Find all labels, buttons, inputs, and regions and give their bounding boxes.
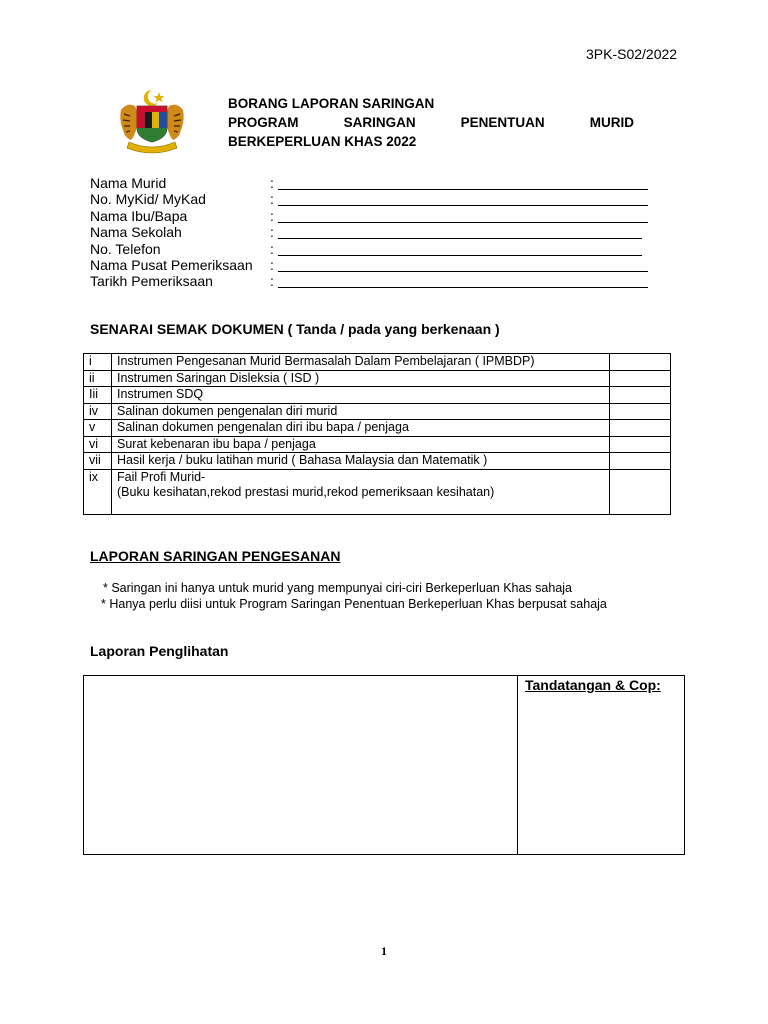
field-row-parent-name [90,208,648,224]
field-label: Nama Ibu/Bapa [90,207,188,224]
row-description: Hasil kerja / buku latihan murid ( Bahasa Malaysia dan Matematik ) [112,453,610,470]
field-colon: : [270,175,274,191]
row-description: Salinan dokumen pengenalan diri murid [112,403,610,420]
field-label: Nama Pusat Pemeriksaan [90,257,253,274]
note-line: * Saringan ini hanya untuk murid yang mempunyai ciri-ciri Berkeperluan Khas sahaja [103,581,572,595]
report-heading: LAPORAN SARINGAN PENGESANAN [90,548,341,564]
vision-report-box [83,675,685,855]
field-label: Nama Sekolah [90,224,182,241]
signature-area[interactable] [518,696,684,854]
table-row [84,453,671,470]
phone-field[interactable] [278,242,642,256]
row-number: Iii [84,387,112,404]
row-number: vii [84,453,112,470]
tick-box[interactable] [610,354,671,371]
table-row [84,436,671,453]
field-colon: : [270,257,274,274]
field-row-exam-date [90,273,648,289]
table-row [84,403,671,420]
row-description: Instrumen Saringan Disleksia ( ISD ) [112,370,610,387]
tick-box[interactable] [610,420,671,437]
table-row [84,420,671,437]
field-row-mykid [90,191,648,207]
row-description: Surat kebenaran ibu bapa / penjaga [112,436,610,453]
field-label: Nama Murid [90,175,167,191]
checklist-heading: SENARAI SEMAK DOKUMEN ( Tanda / pada yang berkenaan ) [90,321,500,337]
table-row [84,370,671,387]
row-description: Instrumen SDQ [112,387,610,404]
row-number: v [84,420,112,437]
title-word: MURID [589,115,634,130]
table-row [84,387,671,404]
student-details [90,175,648,290]
field-row-student-name [90,175,648,191]
field-row-school-name [90,224,648,240]
row-description-line: Fail Profi Murid- [117,469,206,484]
parent-name-field[interactable] [278,209,648,223]
field-row-exam-center [90,257,648,273]
note-line: * Hanya perlu diisi untuk Program Saringan Penentuan Berkeperluan Khas berpusat sahaja [101,597,607,611]
row-description: Instrumen Pengesanan Murid Bermasalah Dalam Pembelajaran ( IPMBDP) [112,354,610,371]
tick-box[interactable] [610,387,671,404]
title-line-1: BORANG LAPORAN SARINGAN [228,96,435,111]
row-description-line: (Buku kesihatan,rekod prestasi murid,rekod pemeriksaan kesihatan) [117,485,495,499]
document-code: 3PK-S02/2022 [586,46,678,62]
title-word: SARINGAN [343,115,416,130]
mykid-field[interactable] [278,192,648,206]
tick-box[interactable] [610,436,671,453]
form-title [228,94,634,151]
table-row [84,354,671,371]
row-number: i [84,354,112,371]
vision-report-area[interactable] [84,676,517,854]
field-colon: : [270,224,274,241]
tick-box[interactable] [610,469,671,514]
field-colon: : [270,273,274,290]
tick-box[interactable] [610,370,671,387]
title-line-2 [228,113,634,132]
row-number: ii [84,370,112,387]
signature-label: Tandatangan & Cop: [525,677,661,693]
row-description [112,469,610,514]
vision-report-heading: Laporan Penglihatan [90,643,229,659]
student-name-field[interactable] [278,176,648,190]
row-number: vi [84,436,112,453]
exam-date-field[interactable] [278,274,648,288]
report-notes [103,580,607,612]
row-description: Salinan dokumen pengenalan diri ibu bapa / penjaga [112,420,610,437]
title-word: PROGRAM [228,115,299,130]
coat-of-arms-icon [117,88,187,154]
title-word: PENENTUAN [460,115,545,130]
row-number: ix [84,469,112,514]
school-name-field[interactable] [278,225,642,239]
tick-box[interactable] [610,403,671,420]
title-line-3: BERKEPERLUAN KHAS 2022 [228,134,417,149]
field-label: Tarikh Pemeriksaan [90,273,213,290]
document-checklist-table [83,353,671,515]
field-colon: : [270,191,274,208]
field-label: No. Telefon [90,240,161,257]
row-number: iv [84,403,112,420]
field-colon: : [270,240,274,257]
exam-center-field[interactable] [278,258,648,272]
field-colon: : [270,207,274,224]
field-label: No. MyKid/ MyKad [90,191,206,208]
field-row-phone [90,241,648,257]
tick-box[interactable] [610,453,671,470]
table-row [84,469,671,514]
page-number: 1 [381,944,387,958]
